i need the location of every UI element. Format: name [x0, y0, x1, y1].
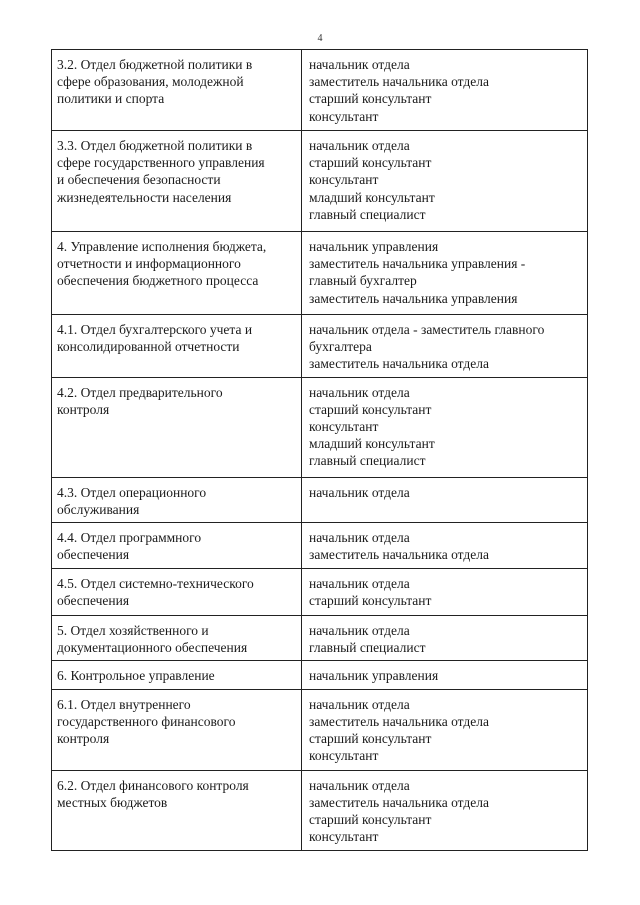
position-line: младший консультант	[309, 436, 435, 452]
position-line: старший консультант	[309, 401, 432, 417]
position-line: консультант	[309, 748, 379, 764]
department-name-line: 5. Отдел хозяйственного и	[57, 623, 209, 639]
position-line: старший консультант	[309, 731, 432, 747]
position-line: начальник отдела	[309, 384, 410, 400]
table-row	[52, 131, 588, 232]
position-line: младший консультант	[309, 189, 435, 205]
position-line: заместитель начальника управления -	[309, 256, 526, 272]
position-line: заместитель начальника отдела	[309, 356, 489, 372]
department-name-line: 4.1. Отдел бухгалтерского учета и	[57, 322, 253, 337]
department-name-line: обеспечения бюджетного процесса	[57, 273, 259, 289]
position-line: начальник отдела	[309, 696, 410, 712]
department-name-line: местных бюджетов	[57, 794, 168, 810]
position-line: начальник отдела	[309, 57, 410, 72]
table-row	[52, 377, 588, 477]
position-line: начальник управления	[309, 239, 439, 254]
department-cell	[52, 131, 302, 232]
position-line: главный специалист	[309, 206, 426, 222]
positions-cell	[302, 616, 588, 661]
position-line: начальник отдела	[309, 576, 410, 592]
department-name-line: 4.5. Отдел системно-технического	[57, 576, 254, 592]
table-row	[52, 477, 588, 522]
table-row	[52, 315, 588, 378]
table-row	[52, 523, 588, 569]
page-number: 4	[317, 33, 323, 44]
table-row	[52, 770, 588, 850]
position-line: начальник управления	[309, 668, 439, 684]
department-name-line: 6.1. Отдел внутреннего	[57, 696, 191, 712]
position-line: заместитель начальника отдела	[309, 74, 489, 90]
position-line: главный специалист	[309, 453, 426, 469]
department-name-line: контроля	[57, 401, 110, 417]
table-body	[52, 50, 588, 851]
department-name-line: 6.2. Отдел финансового контроля	[57, 777, 249, 793]
position-line: главный специалист	[309, 640, 426, 656]
department-cell	[52, 50, 302, 131]
table-row	[52, 689, 588, 770]
department-name-line: 6. Контрольное управление	[57, 668, 215, 684]
department-cell	[52, 689, 302, 770]
department-name-line: 4. Управление исполнения бюджета,	[57, 239, 267, 254]
positions-cell	[302, 131, 588, 232]
positions-cell	[302, 523, 588, 569]
department-name-line: жизнедеятельности населения	[57, 189, 232, 205]
position-line: заместитель начальника отдела	[309, 547, 489, 563]
position-line: старший консультант	[309, 91, 432, 107]
positions-cell	[302, 661, 588, 689]
department-name-line: обеспечения	[57, 593, 130, 609]
department-name-line: политики и спорта	[57, 91, 165, 107]
department-cell	[52, 616, 302, 661]
department-cell	[52, 523, 302, 569]
department-name-line: обслуживания	[57, 501, 140, 517]
positions-cell	[302, 315, 588, 378]
position-line: консультант	[309, 172, 379, 188]
position-line: начальник отдела - заместитель главного	[309, 322, 545, 337]
department-cell	[52, 770, 302, 850]
position-line: консультант	[309, 419, 379, 435]
department-cell	[52, 477, 302, 522]
table-row	[52, 661, 588, 689]
department-name-line: сфере образования, молодежной	[57, 74, 244, 90]
position-line: старший консультант	[309, 812, 432, 828]
department-name-line: документационного обеспечения	[57, 640, 248, 656]
department-name-line: 4.4. Отдел программного	[57, 530, 202, 546]
position-line: начальник отдела	[309, 623, 410, 639]
department-name-line: 3.3. Отдел бюджетной политики в	[57, 138, 253, 153]
position-line: начальник отдела	[309, 777, 410, 793]
department-name-line: контроля	[57, 731, 110, 747]
department-name-line: государственного финансового	[57, 713, 236, 729]
department-cell	[52, 661, 302, 689]
department-name-line: обеспечения	[57, 547, 130, 563]
positions-cell	[302, 232, 588, 315]
position-line: бухгалтера	[309, 339, 372, 355]
department-cell	[52, 377, 302, 477]
positions-cell	[302, 569, 588, 616]
position-line: консультант	[309, 108, 379, 124]
department-name-line: 4.2. Отдел предварительного	[57, 384, 223, 400]
position-line: начальник отдела	[309, 138, 410, 153]
position-line: старший консультант	[309, 593, 432, 609]
department-name-line: и обеспечения безопасности	[57, 172, 221, 188]
department-name-line: 3.2. Отдел бюджетной политики в	[57, 57, 253, 72]
department-cell	[52, 232, 302, 315]
positions-cell	[302, 477, 588, 522]
table-row	[52, 569, 588, 616]
department-name-line: 4.3. Отдел операционного	[57, 484, 207, 500]
table-row	[52, 616, 588, 661]
table-row	[52, 232, 588, 315]
position-line: старший консультант	[309, 155, 432, 171]
table-row	[52, 50, 588, 131]
position-line: начальник отдела	[309, 530, 410, 546]
positions-cell	[302, 770, 588, 850]
department-cell	[52, 315, 302, 378]
position-line: заместитель начальника управления	[309, 290, 518, 306]
position-line: заместитель начальника отдела	[309, 713, 489, 729]
department-name-line: консолидированной отчетности	[57, 339, 240, 355]
position-line: начальник отдела	[309, 484, 410, 500]
positions-cell	[302, 377, 588, 477]
positions-cell	[302, 689, 588, 770]
position-line: главный бухгалтер	[309, 273, 417, 289]
staff-positions-table	[51, 49, 588, 851]
department-name-line: сфере государственного управления	[57, 155, 265, 171]
position-line: заместитель начальника отдела	[309, 794, 489, 810]
position-line: консультант	[309, 829, 379, 845]
department-cell	[52, 569, 302, 616]
department-name-line: отчетности и информационного	[57, 256, 241, 272]
positions-cell	[302, 50, 588, 131]
